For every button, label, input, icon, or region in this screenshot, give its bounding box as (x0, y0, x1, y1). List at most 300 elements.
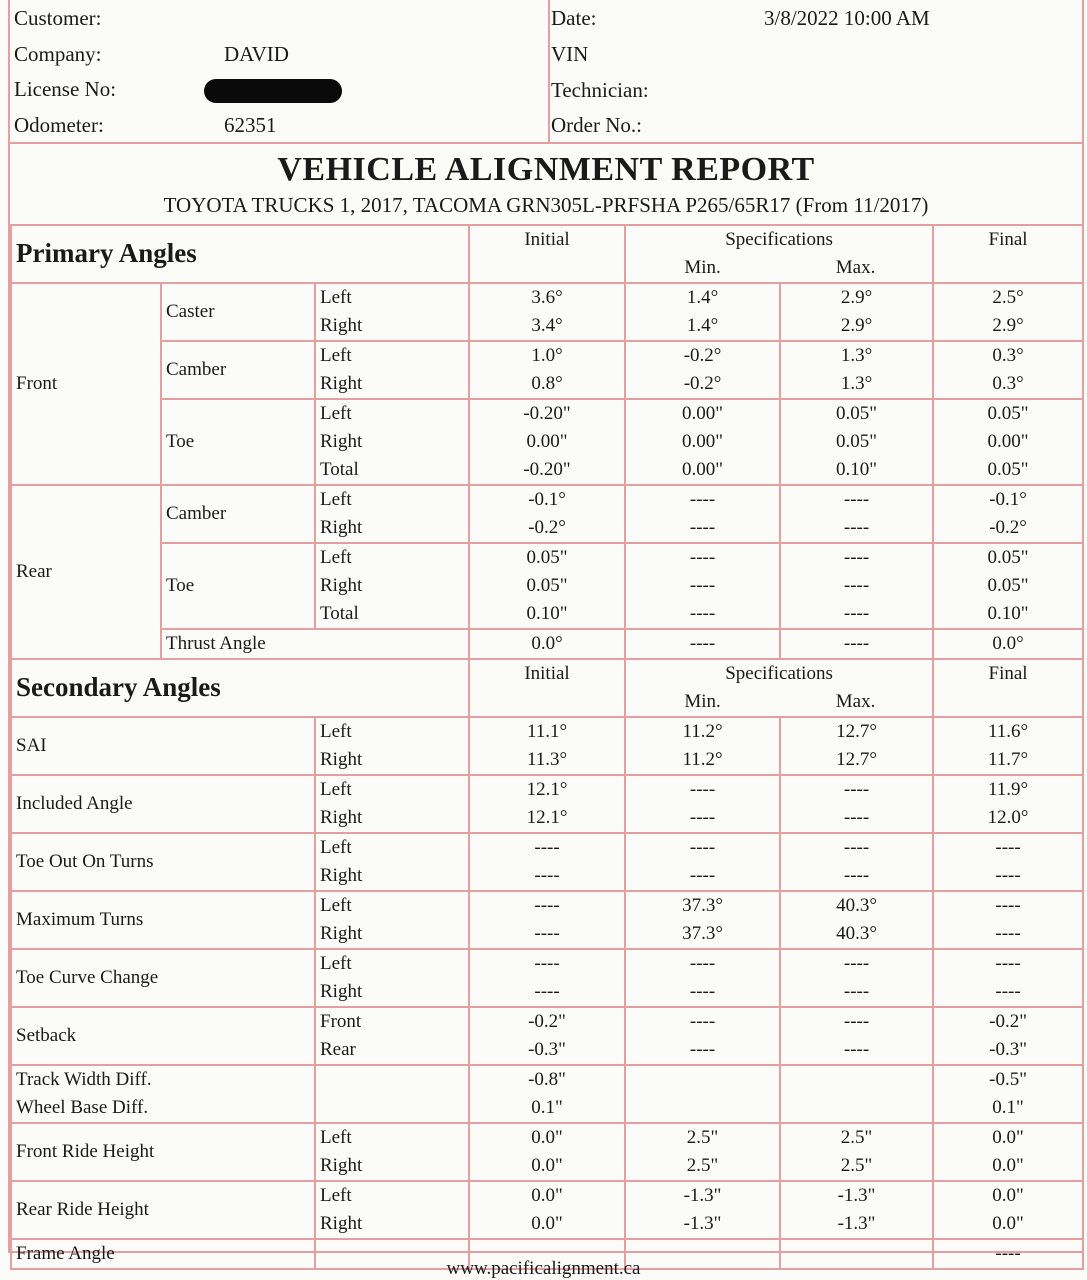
max-values (780, 833, 933, 891)
cell-line: ---- (843, 837, 870, 858)
cell-line: ---- (534, 923, 560, 944)
cell-line: ---- (995, 895, 1021, 916)
group-name: Track Width Diff. (16, 1069, 152, 1090)
final-values (933, 717, 1083, 775)
cell-line: -0.2° (683, 345, 722, 366)
cell-line: ---- (689, 953, 716, 974)
cell-line: Left (320, 489, 352, 510)
cell-line: 0.0" (992, 1185, 1024, 1206)
max-values (780, 543, 933, 629)
group-name: Toe Out On Turns (16, 851, 154, 872)
min-max-labels (626, 688, 932, 716)
min-values (625, 1007, 780, 1065)
min-values (625, 1065, 780, 1123)
cell-line: Total (320, 603, 359, 624)
order-number-label: Order No.: (551, 113, 642, 137)
date-value: 3/8/2022 10:00 AM (764, 6, 930, 30)
group-name: Wheel Base Diff. (16, 1097, 149, 1118)
cell-line: 1.3° (840, 373, 873, 394)
axle-group (11, 283, 161, 485)
odometer-label: Odometer: (14, 113, 104, 137)
side-labels (315, 1065, 469, 1123)
side-labels (315, 485, 469, 543)
max-values (780, 1065, 933, 1123)
report-header (10, 0, 1082, 144)
min-values (625, 775, 780, 833)
cell-line: 1.0° (531, 345, 563, 366)
final-values (933, 283, 1083, 341)
cell-line: 0.05" (987, 403, 1029, 424)
group-name: Front Ride Height (16, 1141, 155, 1162)
cell-line: Right (320, 1155, 363, 1176)
max-values (780, 1007, 933, 1065)
cell-line: Right (320, 749, 363, 770)
final-values (933, 543, 1083, 629)
group-name: SAI (16, 735, 47, 756)
measurement-row (11, 1181, 1083, 1239)
initial-values (469, 1007, 625, 1065)
cell-line: 12.0° (987, 807, 1029, 828)
min-values (625, 1181, 780, 1239)
cell-line: ---- (689, 547, 716, 568)
angle-name (11, 891, 315, 949)
vehicle-description: TOYOTA TRUCKS 1, 2017, TACOMA GRN305L-PRFSHA P265/65R17 (From 11/2017) (163, 193, 929, 217)
cell-line: -0.8" (528, 1069, 566, 1090)
cell-line: ---- (534, 953, 560, 974)
initial-values (469, 1181, 625, 1239)
axle-group (11, 485, 161, 659)
min-values (625, 629, 780, 659)
measurement-row (11, 833, 1083, 891)
license-label: License No: (14, 77, 117, 101)
final-values (933, 1065, 1083, 1123)
side-labels (315, 283, 469, 341)
angle-name: Caster (161, 283, 315, 341)
cell-line: 0.0" (531, 1155, 563, 1176)
angle-name (11, 949, 315, 1007)
cell-line: -0.3" (528, 1039, 566, 1060)
cell-line: -1.3" (683, 1185, 722, 1206)
min-values (625, 399, 780, 485)
cell-line: 0.05" (987, 575, 1029, 596)
measurement-row (11, 283, 1083, 341)
cell-line: 40.3° (836, 895, 877, 916)
alignment-table (10, 224, 1084, 1270)
cell-line: ---- (843, 575, 870, 596)
cell-line: 11.6° (987, 721, 1029, 742)
initial-header: Initial (469, 225, 625, 283)
cell-line: Left (320, 1127, 352, 1148)
initial-values (469, 833, 625, 891)
cell-line: Right (320, 575, 363, 596)
side-labels (315, 1007, 469, 1065)
final-values (933, 485, 1083, 543)
cell-line: ---- (843, 603, 870, 624)
cell-line: 1.4° (686, 315, 719, 336)
cell-line: -0.20" (523, 459, 571, 480)
final-values (933, 1007, 1083, 1065)
cell-line: -0.5" (989, 1069, 1027, 1090)
specifications-label: Specifications (725, 229, 833, 250)
cell-line (626, 1066, 779, 1094)
specifications-label: Specifications (725, 663, 833, 684)
angle-name (11, 1181, 315, 1239)
cell-line: 0.00" (526, 431, 568, 452)
cell-line: 11.2° (682, 749, 723, 770)
cell-line: Left (320, 547, 352, 568)
max-values (780, 341, 933, 399)
angle-name: Camber (161, 341, 315, 399)
cell-line: 2.5° (992, 287, 1024, 308)
cell-line: 0.1" (992, 1097, 1024, 1118)
license-redaction (204, 74, 342, 104)
cell-line: ---- (995, 837, 1021, 858)
cell-line: 0.3° (992, 373, 1024, 394)
cell-line: -1.3" (837, 1213, 876, 1234)
initial-values (469, 283, 625, 341)
report-title: VEHICLE ALIGNMENT REPORT (277, 151, 815, 188)
cell-line: 2.5" (840, 1127, 873, 1148)
measurement-row (11, 1123, 1083, 1181)
min-label: Min. (684, 691, 721, 712)
min-max-labels (626, 254, 932, 282)
odometer-value: 62351 (224, 113, 277, 137)
cell-line: ---- (689, 865, 716, 886)
side-labels (315, 1181, 469, 1239)
group-name: Front (16, 373, 58, 394)
final-header: Final (933, 659, 1083, 717)
cell-line: 3.4° (531, 315, 563, 336)
side-labels (315, 949, 469, 1007)
angle-name: Toe (161, 399, 315, 485)
angle-name: Toe (161, 543, 315, 629)
cell-line: Left (320, 287, 352, 308)
cell-line: Left (320, 837, 352, 858)
cell-line: Left (320, 895, 352, 916)
min-values (625, 833, 780, 891)
angle-name: Camber (161, 485, 315, 543)
min-values (625, 283, 780, 341)
cell-line: 2.9° (840, 315, 873, 336)
final-values (933, 891, 1083, 949)
angle-name (11, 1065, 315, 1123)
cell-line: 1.4° (686, 287, 719, 308)
side-labels (315, 717, 469, 775)
measurement-row (11, 949, 1083, 1007)
cell-line: ---- (689, 489, 716, 510)
cell-line: 0.0" (531, 1185, 563, 1206)
cell-line: 0.05" (526, 547, 568, 568)
cell-line: ---- (843, 953, 870, 974)
cell-line: 0.8° (531, 373, 563, 394)
angle-name (11, 775, 315, 833)
cell-line: -0.2" (989, 1011, 1027, 1032)
cell-line: Right (320, 981, 363, 1002)
initial-values (469, 1123, 625, 1181)
group-name: Included Angle (16, 793, 133, 814)
cell-line: ---- (843, 517, 870, 538)
cell-line: 11.3° (526, 749, 568, 770)
cell-line: ---- (995, 923, 1021, 944)
measurement-row (11, 399, 1083, 485)
cell-line: 0.05" (836, 431, 878, 452)
cell-line: 0.10" (526, 603, 568, 624)
cell-line: Right (320, 517, 363, 538)
angle-name (11, 1007, 315, 1065)
cell-line: ---- (689, 981, 716, 1002)
cell-line: Right (320, 807, 363, 828)
group-name: Maximum Turns (16, 909, 144, 930)
cell-line: 2.5" (686, 1155, 719, 1176)
final-values (933, 833, 1083, 891)
min-values (625, 543, 780, 629)
cell-line: -0.2° (683, 373, 722, 394)
angle-name (11, 1123, 315, 1181)
cell-line: ---- (843, 1039, 870, 1060)
final-values (933, 341, 1083, 399)
cell-line: 0.00" (682, 459, 724, 480)
max-values (780, 1181, 933, 1239)
cell-line: 0.0" (992, 1155, 1024, 1176)
max-values (780, 629, 933, 659)
cell-line: ---- (995, 981, 1021, 1002)
cell-line: Right (320, 315, 363, 336)
cell-line: -1.3" (683, 1213, 722, 1234)
cell-line: Front (320, 1011, 362, 1032)
section-header-row (11, 659, 1083, 717)
cell-line: ---- (843, 807, 870, 828)
max-values (780, 775, 933, 833)
cell-line: ---- (534, 981, 560, 1002)
alignment-report-page (8, 0, 1084, 1264)
cell-line: Right (320, 865, 363, 886)
cell-line: 2.9° (840, 287, 873, 308)
cell-line: ---- (843, 1011, 870, 1032)
measurement-row (11, 1007, 1083, 1065)
cell-line: 37.3° (682, 923, 723, 944)
cell-line (781, 1066, 932, 1094)
cell-line (320, 1066, 468, 1094)
measurement-row (11, 629, 1083, 659)
cell-line: 0.0" (992, 1127, 1024, 1148)
max-values (780, 949, 933, 1007)
cell-line: 0.3° (992, 345, 1024, 366)
technician-label: Technician: (551, 78, 649, 102)
cell-line: ---- (534, 865, 560, 886)
min-values (625, 341, 780, 399)
section-header-row (11, 225, 1083, 283)
max-values (780, 485, 933, 543)
cell-line: ---- (995, 953, 1021, 974)
group-name: Toe Curve Change (16, 967, 159, 988)
cell-line (781, 1094, 932, 1122)
cell-line: 0.05" (987, 459, 1029, 480)
min-values (625, 949, 780, 1007)
cell-line: 11.1° (526, 721, 568, 742)
cell-line: ---- (843, 547, 870, 568)
min-values (625, 891, 780, 949)
cell-line: ---- (689, 779, 716, 800)
measurement-row (11, 891, 1083, 949)
initial-values (469, 341, 625, 399)
cell-line: 0.0° (992, 633, 1024, 654)
initial-values (469, 543, 625, 629)
cell-line: ---- (689, 603, 716, 624)
max-values (780, 717, 933, 775)
company-label: Company: (14, 42, 102, 66)
side-labels (315, 341, 469, 399)
cell-line: Right (320, 1213, 363, 1234)
cell-line: 0.05" (836, 403, 878, 424)
cell-line: Rear (320, 1039, 356, 1060)
min-values (625, 717, 780, 775)
max-values (780, 283, 933, 341)
cell-line: Right (320, 923, 363, 944)
final-values (933, 629, 1083, 659)
footer-url: www.pacificalignment.ca (446, 1258, 641, 1279)
cell-line: 11.2° (682, 721, 723, 742)
max-label: Max. (835, 691, 876, 712)
cell-line: ---- (995, 1243, 1021, 1264)
cell-line (626, 1094, 779, 1122)
vin-label: VIN (551, 42, 589, 66)
side-labels (315, 891, 469, 949)
cell-line: ---- (689, 575, 716, 596)
cell-line: ---- (843, 489, 870, 510)
cell-line: ---- (689, 1011, 716, 1032)
section-heading: Secondary Angles (11, 659, 469, 717)
cell-line: ---- (843, 779, 870, 800)
final-header: Final (933, 225, 1083, 283)
cell-line: ---- (843, 633, 870, 654)
side-labels (315, 833, 469, 891)
specifications-header (625, 659, 933, 717)
cell-line: ---- (534, 895, 560, 916)
order-info (548, 0, 1082, 142)
cell-line: 3.6° (531, 287, 563, 308)
cell-line: 11.9° (987, 779, 1029, 800)
max-values (780, 1123, 933, 1181)
cell-line: -0.20" (523, 403, 571, 424)
cell-line: 0.10" (987, 603, 1029, 624)
cell-line: Right (320, 431, 363, 452)
initial-values (469, 399, 625, 485)
cell-line: 12.7° (836, 721, 877, 742)
angle-name: Thrust Angle (161, 629, 469, 659)
max-values (780, 891, 933, 949)
cell-line: 2.5" (686, 1127, 719, 1148)
cell-line: 0.00" (987, 431, 1029, 452)
cell-line: -0.1° (528, 489, 566, 510)
cell-line: Right (320, 373, 363, 394)
measurement-row (11, 717, 1083, 775)
side-labels (315, 399, 469, 485)
cell-line (320, 1094, 468, 1122)
cell-line: 40.3° (836, 923, 877, 944)
date-label: Date: (551, 6, 597, 30)
cell-line: -0.2" (528, 1011, 566, 1032)
section-heading: Primary Angles (11, 225, 469, 283)
angle-name (11, 717, 315, 775)
initial-values (469, 1065, 625, 1123)
cell-line: 0.00" (682, 403, 724, 424)
final-values (933, 399, 1083, 485)
group-name: Rear (16, 561, 52, 582)
cell-line: -0.3" (989, 1039, 1027, 1060)
cell-line: ---- (689, 837, 716, 858)
cell-line: ---- (995, 865, 1021, 886)
side-labels (315, 1123, 469, 1181)
cell-line: 12.1° (526, 779, 568, 800)
cell-line: 0.1" (531, 1097, 563, 1118)
angle-name (11, 833, 315, 891)
cell-line: ---- (843, 865, 870, 886)
cell-line: 2.9° (992, 315, 1024, 336)
cell-line: -0.2° (989, 517, 1027, 538)
initial-values (469, 629, 625, 659)
measurement-row (11, 485, 1083, 543)
cell-line: ---- (689, 517, 716, 538)
initial-values (469, 485, 625, 543)
group-name: Rear Ride Height (16, 1199, 149, 1220)
cell-line: 0.0" (531, 1213, 563, 1234)
cell-line: 0.00" (682, 431, 724, 452)
group-name: Setback (16, 1025, 77, 1046)
cell-line: 0.05" (526, 575, 568, 596)
initial-values (469, 949, 625, 1007)
cell-line: 0.0" (992, 1213, 1024, 1234)
side-labels (315, 543, 469, 629)
min-values (625, 485, 780, 543)
measurement-row (11, 543, 1083, 629)
cell-line: -0.2° (528, 517, 566, 538)
cell-line: 37.3° (682, 895, 723, 916)
final-values (933, 1181, 1083, 1239)
cell-line: 0.10" (836, 459, 878, 480)
initial-header: Initial (469, 659, 625, 717)
cell-line: -1.3" (837, 1185, 876, 1206)
customer-label: Customer: (14, 6, 102, 30)
cell-line: Left (320, 403, 352, 424)
max-values (780, 399, 933, 485)
cell-line: Left (320, 345, 352, 366)
measurement-row (11, 1065, 1083, 1123)
initial-values (469, 775, 625, 833)
cell-line: 1.3° (840, 345, 873, 366)
final-values (933, 1123, 1083, 1181)
cell-line: Left (320, 1185, 352, 1206)
cell-line: 0.0° (531, 633, 563, 654)
cell-line: 12.1° (526, 807, 568, 828)
customer-info (10, 0, 550, 142)
cell-line: ---- (534, 837, 560, 858)
specifications-header (625, 225, 933, 283)
cell-line: -0.1° (989, 489, 1027, 510)
cell-line: 12.7° (836, 749, 877, 770)
min-values (625, 1123, 780, 1181)
cell-line: ---- (689, 1039, 716, 1060)
final-values (933, 949, 1083, 1007)
cell-line: ---- (689, 633, 716, 654)
cell-line: Total (320, 459, 359, 480)
cell-line: 0.05" (987, 547, 1029, 568)
cell-line: Left (320, 721, 352, 742)
measurement-row (11, 341, 1083, 399)
initial-values (469, 717, 625, 775)
cell-line: ---- (689, 807, 716, 828)
cell-line: ---- (843, 981, 870, 1002)
cell-line: Left (320, 953, 352, 974)
